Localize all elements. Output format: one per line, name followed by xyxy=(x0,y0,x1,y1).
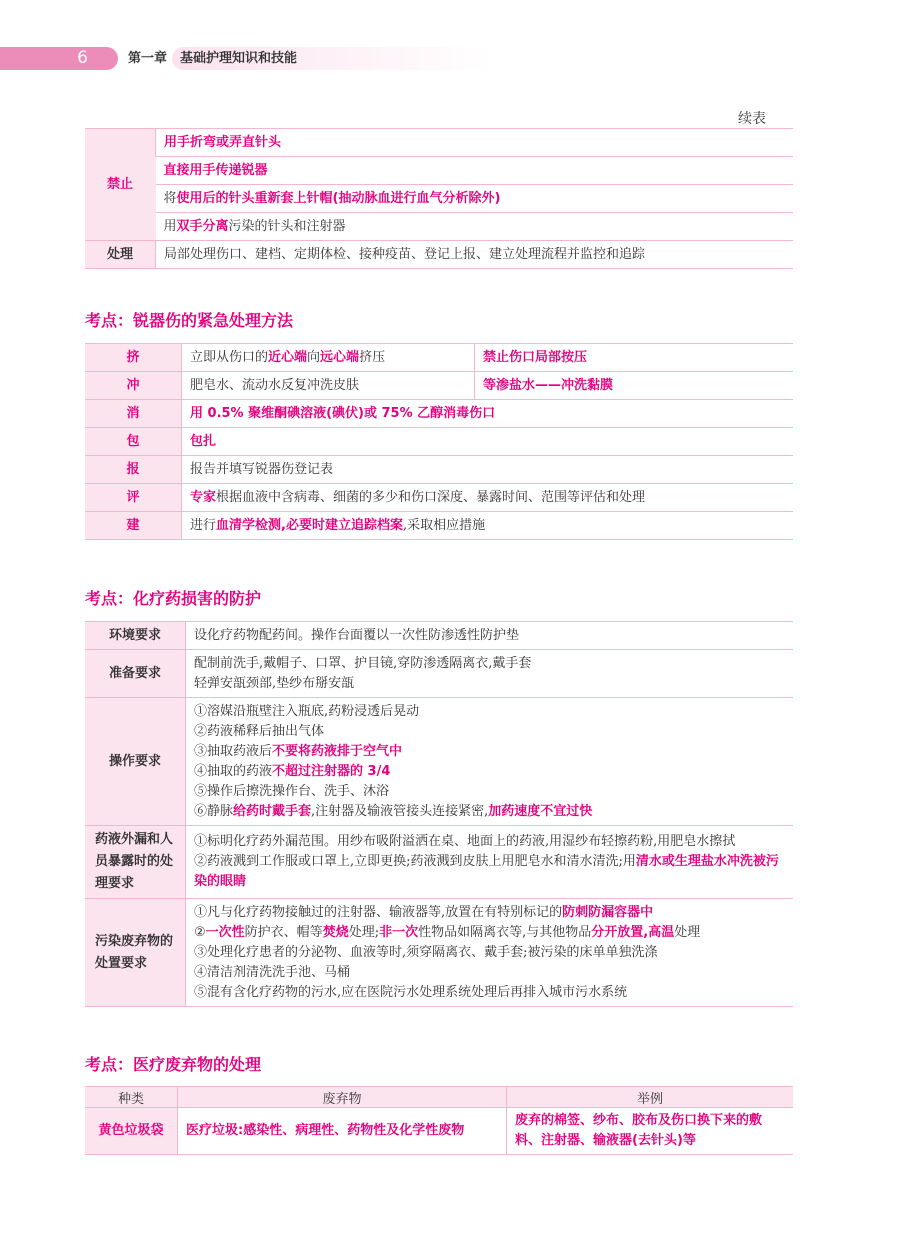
medical-waste-table xyxy=(85,1086,793,1155)
content-line xyxy=(190,404,785,424)
content-cell xyxy=(182,372,475,400)
text-segment: 局部处理伤口、建档、定期体检、接种疫苗、登记上报、建立处理流程并监控和追踪 xyxy=(164,246,646,262)
content-cell xyxy=(156,241,794,269)
text-segment: 防护衣、帽等 xyxy=(244,924,323,940)
content-line xyxy=(194,963,785,983)
text-segment: 设化疗药物配药间。操作台面覆以一次性防渗透性防护垫 xyxy=(194,627,520,643)
text-segment: 用 xyxy=(163,218,177,234)
row-label: 冲 xyxy=(85,372,182,400)
highlighted-text: 用手折弯或弄直针头 xyxy=(164,134,282,150)
content-line xyxy=(194,802,785,822)
highlighted-text: 等渗盐水——冲洗黏膜 xyxy=(483,377,614,393)
content-line xyxy=(194,674,785,694)
row-label: 评 xyxy=(85,484,182,512)
content-cell xyxy=(186,698,794,826)
text-segment: ⑤混有含化疗药物的污水,应在医院污水处理系统处理后再排入城市污水系统 xyxy=(194,984,628,1000)
text-segment: ①溶媒沿瓶壁注入瓶底,药粉浸透后晃动 xyxy=(194,703,420,719)
highlighted-text: 不要将药液排于空气中 xyxy=(272,743,403,759)
highlighted-text: 焚烧 xyxy=(322,924,349,940)
content-cell xyxy=(182,344,475,372)
row-label: 消 xyxy=(85,400,182,428)
row-label: 处理 xyxy=(85,241,156,269)
column-header: 种类 xyxy=(85,1087,178,1108)
content-cell xyxy=(475,344,794,372)
continued-label: 续表 xyxy=(738,111,766,127)
row-label: 报 xyxy=(85,456,182,484)
row-label: 黄色垃圾袋 xyxy=(85,1108,178,1155)
table-row xyxy=(85,899,793,1007)
text-segment: 处理; xyxy=(348,924,380,940)
highlighted-text: 用 0.5% 聚维酮碘溶液(碘伏)或 75% 乙醇消毒伤口 xyxy=(190,405,496,421)
content-line xyxy=(194,626,785,646)
row-label: 包 xyxy=(85,428,182,456)
content-line xyxy=(164,189,786,209)
highlighted-text: 直接用手传递锐器 xyxy=(163,162,268,178)
table-row xyxy=(85,484,793,512)
row-label: 准备要求 xyxy=(85,650,186,698)
table-row xyxy=(85,826,793,899)
table-row xyxy=(85,372,793,400)
sharps-prohibition-table xyxy=(85,128,793,269)
text-segment: 向 xyxy=(307,349,321,365)
content-line xyxy=(164,217,786,237)
table-row xyxy=(85,185,793,213)
highlighted-text: 非一次 xyxy=(379,924,419,940)
text-segment: 报告并填写锐器伤登记表 xyxy=(190,461,334,477)
content-cell xyxy=(182,512,794,540)
table-row xyxy=(85,241,793,269)
column-header: 举例 xyxy=(507,1087,794,1108)
table-row xyxy=(85,622,793,650)
content-line xyxy=(483,348,785,368)
row-label: 操作要求 xyxy=(85,698,186,826)
text-segment: ①标明化疗药外漏范围。用纱布吸附溢洒在桌、地面上的药液,用湿纱布轻擦药粉,用肥皂水擦拭 xyxy=(194,834,736,849)
content-cell xyxy=(156,213,794,241)
table-row xyxy=(85,512,793,540)
row-label: 建 xyxy=(85,512,182,540)
content-cell xyxy=(182,400,794,428)
chapter-title: 基础护理知识和技能 xyxy=(172,47,492,70)
row-label: 污染废弃物的处置要求 xyxy=(85,899,186,1007)
highlighted-text: 禁止伤口局部按压 xyxy=(483,349,588,365)
text-segment: ③抽取药液后 xyxy=(194,743,273,759)
text-segment: ⑥静脉 xyxy=(194,803,234,819)
highlighted-text: 包扎 xyxy=(190,433,217,449)
content-line xyxy=(190,460,785,480)
content-line xyxy=(190,488,785,508)
content-cell xyxy=(182,428,794,456)
content-line xyxy=(190,432,785,452)
content-cell xyxy=(186,622,794,650)
row-label: 禁止 xyxy=(85,129,156,241)
example-cell: 废弃的棉签、纱布、胶布及伤口换下来的敷料、注射器、输液器(去针头)等 xyxy=(507,1108,794,1155)
content-line xyxy=(194,722,785,742)
waste-cell: 医疗垃圾:感染性、病理性、药物性及化学性废物 xyxy=(178,1108,507,1155)
content-line xyxy=(164,133,785,153)
highlighted-text: 专家 xyxy=(190,489,217,505)
text-segment: 配制前洗手,戴帽子、口罩、护目镜,穿防渗透隔离衣,戴手套 xyxy=(194,655,532,671)
page-number: 6 xyxy=(0,47,118,70)
highlighted-text: 使用后的针头重新套上针帽(抽动脉血进行血气分析除外) xyxy=(176,190,501,206)
text-segment: ④抽取的药液 xyxy=(194,763,273,779)
table-row xyxy=(85,129,793,157)
content-line xyxy=(194,782,785,802)
highlighted-text: 给药时戴手套 xyxy=(233,803,312,819)
content-line xyxy=(194,903,785,923)
highlighted-text: 加药速度不宜过快 xyxy=(488,803,593,819)
section-title-chemo-protection: 考点：化疗药损害的防护 xyxy=(85,589,262,608)
table-row xyxy=(85,213,793,241)
text-segment: ,注射器及输液管接头连接紧密, xyxy=(311,803,489,819)
row-label: 挤 xyxy=(85,344,182,372)
column-header: 废弃物 xyxy=(178,1087,507,1108)
highlighted-text: 防刺防漏容器中 xyxy=(562,904,654,920)
content-cell xyxy=(156,129,794,157)
content-cell xyxy=(475,372,794,400)
text-segment: ②药液稀释后抽出气体 xyxy=(194,723,325,739)
text-segment: 肥皂水、流动水反复冲洗皮肤 xyxy=(190,377,360,393)
text-segment: 污染的针头和注射器 xyxy=(228,218,346,234)
text-segment: ⑤操作后擦洗操作台、洗手、沐浴 xyxy=(194,783,390,799)
table-row xyxy=(85,1108,793,1155)
highlighted-text: 远心端 xyxy=(320,349,360,365)
text-segment: 进行 xyxy=(190,517,217,533)
table-row xyxy=(85,400,793,428)
content-cell xyxy=(182,484,794,512)
content-line xyxy=(483,376,785,396)
content-cell xyxy=(186,826,794,899)
highlighted-text: 不超过注射器的 3/4 xyxy=(272,763,391,779)
text-segment: 立即从伤口的 xyxy=(190,349,269,365)
highlighted-text: 一次性 xyxy=(205,924,245,940)
content-cell xyxy=(156,157,794,185)
text-segment: ,采取相应措施 xyxy=(402,517,486,533)
text-segment: 轻弹安瓿颈部,垫纱布掰安瓿 xyxy=(194,675,355,691)
highlighted-text: 双手分离 xyxy=(176,218,229,234)
text-segment: 性物品如隔离衣等,与其他物品 xyxy=(418,924,592,940)
content-line xyxy=(194,923,785,943)
content-line xyxy=(194,852,785,892)
text-segment: 将 xyxy=(163,190,177,206)
content-cell xyxy=(186,650,794,698)
text-segment: ② xyxy=(194,924,206,940)
content-line xyxy=(190,348,466,368)
content-line xyxy=(194,742,785,762)
table-header-row xyxy=(85,1087,793,1108)
table-row xyxy=(85,456,793,484)
table-row xyxy=(85,698,793,826)
content-line xyxy=(190,376,466,396)
table-row xyxy=(85,428,793,456)
row-label: 药液外漏和人员暴露时的处理要求 xyxy=(85,826,186,899)
text-segment: 挤压 xyxy=(359,349,386,365)
content-line xyxy=(194,983,785,1003)
chemo-protection-table xyxy=(85,621,793,1007)
content-line xyxy=(164,245,785,265)
chapter-label: 第一章 xyxy=(128,51,168,66)
content-line xyxy=(194,702,785,722)
highlighted-text: 清水或生理盐水冲洗被污染的眼睛 xyxy=(194,854,779,889)
row-label: 环境要求 xyxy=(85,622,186,650)
content-cell xyxy=(186,899,794,1007)
highlighted-text: 近心端 xyxy=(268,349,308,365)
table-row xyxy=(85,650,793,698)
content-line xyxy=(164,161,786,181)
content-cell xyxy=(156,185,794,213)
highlighted-text: 分开放置,高温 xyxy=(591,924,675,940)
text-segment: 根据血液中含病毒、细菌的多少和伤口深度、暴露时间、范围等评估和处理 xyxy=(216,489,646,505)
text-segment: ④清洁剂清洗洗手池、马桶 xyxy=(194,964,351,980)
section-title-medical-waste: 考点：医疗废弃物的处理 xyxy=(85,1055,262,1074)
section-title-sharps-injury: 考点：锐器伤的紧急处理方法 xyxy=(85,311,294,330)
content-cell xyxy=(182,456,794,484)
sharps-emergency-table xyxy=(85,343,793,540)
text-segment: ③处理化疗患者的分泌物、血液等时,须穿隔离衣、戴手套;被污染的床单单独洗涤 xyxy=(194,944,658,960)
table-row xyxy=(85,157,793,185)
content-line xyxy=(190,516,785,536)
content-line xyxy=(194,943,785,963)
highlighted-text: 血清学检测,必要时建立追踪档案 xyxy=(216,517,403,533)
content-line xyxy=(194,832,785,852)
text-segment: ②药液溅到工作服或口罩上,立即更换;药液溅到皮肤上用肥皂水和清水清洗;用 xyxy=(194,854,636,869)
content-line xyxy=(194,762,785,782)
text-segment: ①凡与化疗药物接触过的注射器、输液器等,放置在有特别标记的 xyxy=(194,904,563,920)
table-row xyxy=(85,344,793,372)
content-line xyxy=(194,654,785,674)
text-segment: 处理 xyxy=(674,924,701,940)
